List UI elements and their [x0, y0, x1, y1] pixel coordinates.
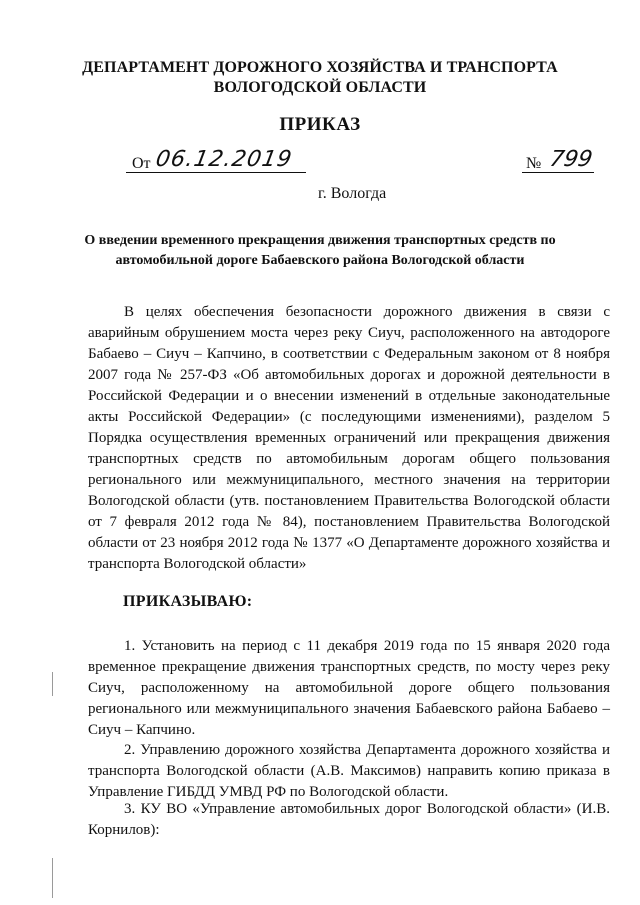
order-item-3: 3. КУ ВО «Управление автомобильных дорог Вологодской области» (И.В. Корнилов):: [88, 801, 610, 838]
city-name: г. Вологда: [318, 185, 387, 202]
document-title: ПРИКАЗ: [279, 114, 361, 135]
department-name-line2: ВОЛОГОДСКОЙ ОБЛАСТИ: [213, 79, 427, 96]
date-number-row: [88, 147, 608, 177]
preamble-paragraph: В целях обеспечения безопасности дорожного движения в связи с аварийным обрушением моста через реку Сиуч, расположенного на автодороге Бабаево – Сиуч – Капчино, в соответствии с Федеральным законом от 8 ноября 2007 года № 257-ФЗ «Об автомобильных дорогах и дорожной деятельности в Российской Федерации и о внесении изменений в отдельные законодательные акты Российской Федерации» (с последующими изменениями), разделом 5 Порядка осуществления временных ограничений или прекращения движения транспортных средств по автомобильным дорогам общего пользования регионального или межмуниципального, местного значения на территории Вологодской области (утв. постановлением Правительства Вологодской области от 7 февраля 2012 года № 84), постановлением Правительства Вологодской области от 23 ноября 2012 года № 1377 «О Департаменте дорожного хозяйства и транспорта Вологодской области»: [88, 304, 610, 572]
date-underline: [126, 172, 306, 173]
handwritten-date: 06.12.2019: [153, 147, 295, 172]
handwritten-number: 799: [547, 147, 595, 172]
scan-margin-mark: [52, 672, 53, 696]
number-underline: [522, 172, 594, 173]
order-item-1: 1. Установить на период с 11 декабря 2019 года по 15 января 2020 года временное прекращение движения транспортных средств, по мосту через реку Сиуч, расположенному на автомобильной дороге общего пользования регионального или межмуниципального значения Бабаевского района Бабаево – Сиуч – Капчино.: [88, 638, 610, 738]
department-name-line1: ДЕПАРТАМЕНТ ДОРОЖНОГО ХОЗЯЙСТВА И ТРАНСПОРТА: [82, 59, 558, 76]
order-item-2: 2. Управлению дорожного хозяйства Департамента дорожного хозяйства и транспорта Вологодской области (А.В. Максимов) направить копию приказа в Управление ГИБДД УМВД РФ по Вологодской области.: [88, 742, 610, 800]
date-label: От: [132, 155, 151, 172]
subject-line1: О введении временного прекращения движения транспортных средств по: [84, 233, 556, 248]
subject-line2: автомобильной дороге Бабаевского района Вологодской области: [115, 253, 525, 268]
scan-margin-mark: [52, 858, 53, 898]
number-label: №: [526, 155, 542, 172]
order-heading: ПРИКАЗЫВАЮ:: [123, 593, 253, 610]
